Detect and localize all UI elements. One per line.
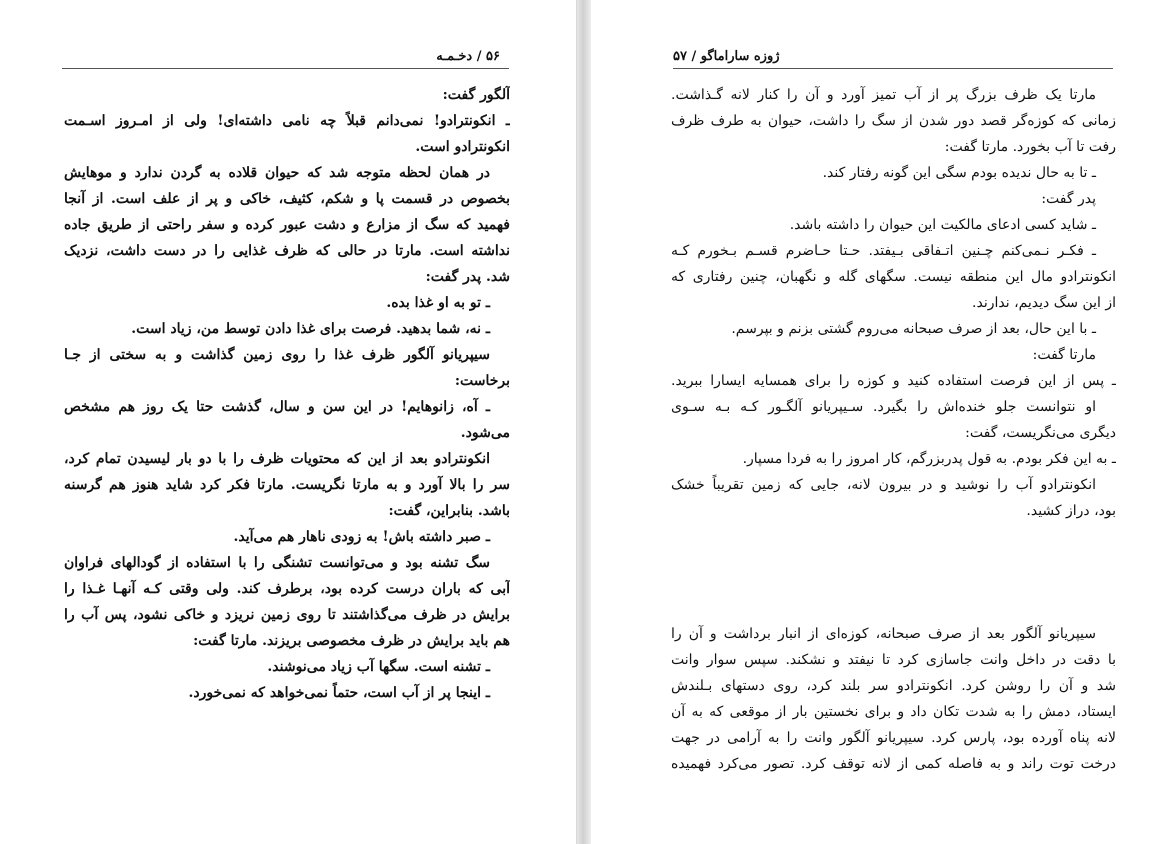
text-line: انکونترادو است. [415,139,510,155]
left-body-text [64,82,510,706]
right-header-rule [673,68,1113,69]
text-line: ـ انکونترادو! نمی‌دانم قبلاً چه نامی داشته‌ای! ولی از امـروز اسـمت [64,113,510,129]
text-line: مارتا یک ظرف بزرگ پر از آب تمیز آورد و آن را کنار لانه گـذاشت. [671,87,1096,103]
book-gutter [577,0,591,844]
text-line: آبی که باران درست کرده بود، برطرف کند. ولی وقتی کـه آنهـا غـذا را [64,581,510,597]
text-line: انکونترادو آب را نوشید و در بیرون لانه، جایی که زمین تقریباً خشک [671,477,1096,493]
text-line: ایستاد، دمش را به شدت تکان داد و برای نخستین بار از موقعی که به آن [671,704,1116,720]
text-line: سگ تشنه بود و می‌توانست تشنگی را با استفاده از گودالهای فراوان [64,555,490,571]
text-line: ـ نه، شما بدهید. فرصت برای غذا دادن توسط من، زیاد است. [131,321,490,337]
text-line: از این سگ دیدیم، ندارند. [972,295,1116,311]
text-line: رفت تا آب بخورد. مارتا گفت: [944,139,1116,155]
text-line: انکونترادو بعد از این که محتویات ظرف را با دو بار لیسیدن تمام کرد، [64,451,490,467]
text-line: شد و آن را روشن کرد. انکونترادو سر بلند کرد، روی دستهای بـلندش [671,678,1116,694]
text-line: پدر گفت: [1041,191,1096,207]
left-header-rule [62,68,509,69]
text-line: هم باید برایش در ظرف مخصوصی بریزند. مارتا گفت: [193,633,510,649]
text-line: او نتوانست جلو خنده‌اش را بگیرد. سـیپریانو آلگـور کـه بـه سـوی [671,399,1096,415]
left-page [0,0,577,844]
text-line: زمانی که کوزه‌گر قصد دور شدن از سگ را داشت، حیوان به طرف ظرف [671,113,1116,129]
text-line: برایش در ظرف می‌گذاشتند تا روی زمین نریزد و خاکی نشود، پس آب را [64,607,510,623]
text-line: با دقت در داخل وانت جاسازی کرد تا نیفتد و نشکند. سپس سوار وانت [671,652,1116,668]
text-line: ـ تشنه است. سگها آب زیاد می‌نوشند. [267,659,490,675]
text-line: ـ تو به او غذا بده. [386,295,490,311]
text-line: فهمید که سگ از مزارع و دشت عبور کرده و سفر راحتی از طریق جاده [64,217,510,233]
text-line: آلگور گفت: [442,87,510,103]
text-line: ـ به این فکر بودم. به قول پدربزرگم، کار امروز را به فردا مسپار. [742,451,1116,467]
text-line: ـ آه، زانوهایم! در این سن و سال، گذشت حتا یک روز هم مشخص [64,399,490,415]
text-line: درخت توت راند و به فاصله کمی از لانه توقف کرد. تصور می‌کرد فهمیده [671,756,1116,772]
text-line: سیپریانو آلگور بعد از صرف صبحانه، کوزه‌ای از انبار برداشت و آن را [671,626,1096,642]
text-line: نداشته است. مارتا در حالی که ظرف غذایی را در دست داشت، نزدیک [64,243,510,259]
text-line: ـ شاید کسی ادعای مالکیت این حیوان را داشته باشد. [789,217,1096,233]
text-line: ـ تا به حال ندیده بودم سگی این گونه رفتار کند. [822,165,1096,181]
text-line: مارتا گفت: [1032,347,1096,363]
text-line: ـ پس از این فرصت استفاده کنید و کوزه را برای همسایه ایسارا ببرید. [671,373,1116,389]
text-line: سر را بالا آورد و به مارتا نگریست. مارتا فکر کرد شاید هنوز هم گرسنه [64,477,510,493]
right-body-text-section-2 [671,621,1116,777]
text-line: شد. پدر گفت: [425,269,510,285]
text-line: باشد. بنابراین، گفت: [388,503,510,519]
text-line: در همان لحظه متوجه شد که حیوان قلاده به گردن ندارد و موهایش [64,165,490,181]
text-line: سیپریانو آلگور ظرف غذا را روی زمین گذاشت و به سختی از جـا [64,347,490,363]
text-line: ـ اینجا پر از آب است، حتماً نمی‌خواهد که نمی‌خورد. [188,685,490,701]
right-page [591,0,1166,844]
text-line: بخصوص در قسمت پا و شکم، کثیف، خاکی و پر از علف است. از آنجا [64,191,510,207]
text-line: انکونترادو مال این منطقه نیست. سگهای گله و نگهبان، چنین رفتاری که [671,269,1116,285]
left-running-head: ۵۶ / دخـمـه [436,49,500,64]
text-line: برخاست: [454,373,510,389]
text-line: ـ با این حال، بعد از صرف صبحانه می‌روم گشتی بزنم و بپرسم. [731,321,1096,337]
text-line: بود، دراز کشید. [1026,503,1116,519]
text-line: ـ صبر داشته باش! به زودی ناهار هم می‌آید. [233,529,490,545]
text-line: می‌شود. [460,425,510,441]
right-body-text-section-1 [671,82,1116,524]
text-line: ـ فکـر نـمی‌کنم چـنین اتـفاقی بـیفتد. حـتا حـاضرم قسـم بـخورم کـه [671,243,1096,259]
right-running-head: ژوزه ساراماگو / ۵۷ [673,49,780,64]
text-line: دیگری می‌نگریست، گفت: [965,425,1116,441]
text-line: لانه پناه آورده بود، پارس کرد. سیپریانو آلگور وانت را به آرامی در جهت [671,730,1116,746]
